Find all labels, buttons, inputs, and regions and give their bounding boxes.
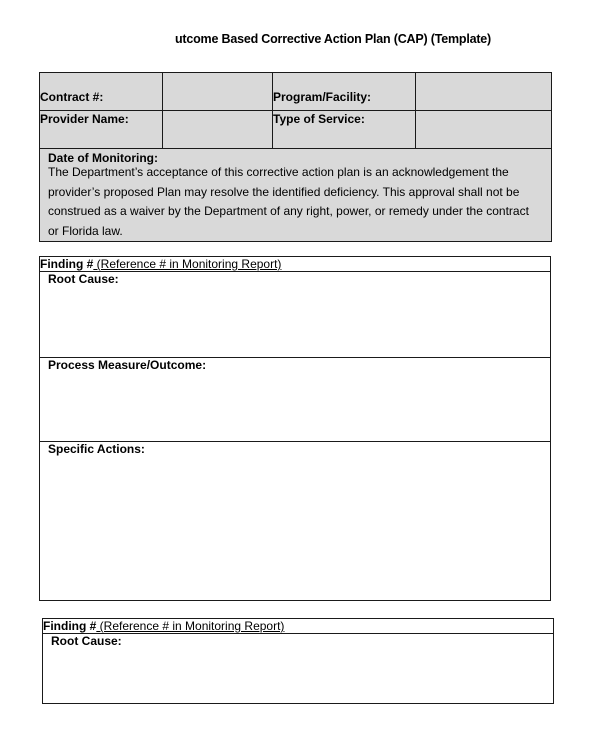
root-cause-label: Root Cause: (51, 634, 122, 648)
cap-header-table (39, 72, 552, 242)
provider-name-label: Provider Name: (40, 111, 163, 149)
finding-section-1 (39, 256, 551, 601)
type-of-service-label: Type of Service: (273, 111, 416, 149)
date-of-monitoring-label: Date of Monitoring: (48, 151, 158, 165)
root-cause-cell[interactable] (43, 634, 554, 704)
finding-section-2 (42, 618, 554, 704)
provider-name-value-field[interactable] (163, 111, 273, 149)
root-cause-cell[interactable] (40, 272, 551, 358)
specific-actions-cell[interactable] (40, 442, 551, 601)
document-title: utcome Based Corrective Action Plan (CAP) (Template) (174, 32, 492, 46)
acknowledgement-text: The Department’s acceptance of this corrective action plan is an acknowledgement the provider’s proposed Plan may resolve the identified deficiency. This approval shall not be construed as a waiver by the Department of any right, power, or remedy under the contract or Florida law. (48, 165, 529, 238)
type-of-service-value-field[interactable] (416, 111, 552, 149)
contract-label: Contract #: (40, 73, 163, 111)
finding-label: Finding # (40, 257, 94, 271)
finding-row[interactable] (40, 257, 551, 272)
program-facility-value-field[interactable] (416, 73, 552, 111)
specific-actions-label: Specific Actions: (48, 442, 145, 456)
process-measure-cell[interactable] (40, 358, 551, 442)
root-cause-label: Root Cause: (48, 272, 119, 286)
finding-label: Finding # (43, 619, 97, 633)
finding-reference-text: (Reference # in Monitoring Report) (93, 257, 282, 271)
finding-row[interactable] (43, 619, 554, 634)
program-facility-label: Program/Facility: (273, 73, 416, 111)
finding-reference-text: (Reference # in Monitoring Report) (96, 619, 285, 633)
process-measure-label: Process Measure/Outcome: (48, 358, 207, 372)
contract-value-field[interactable] (163, 73, 273, 111)
monitoring-date-cell[interactable] (40, 149, 552, 242)
